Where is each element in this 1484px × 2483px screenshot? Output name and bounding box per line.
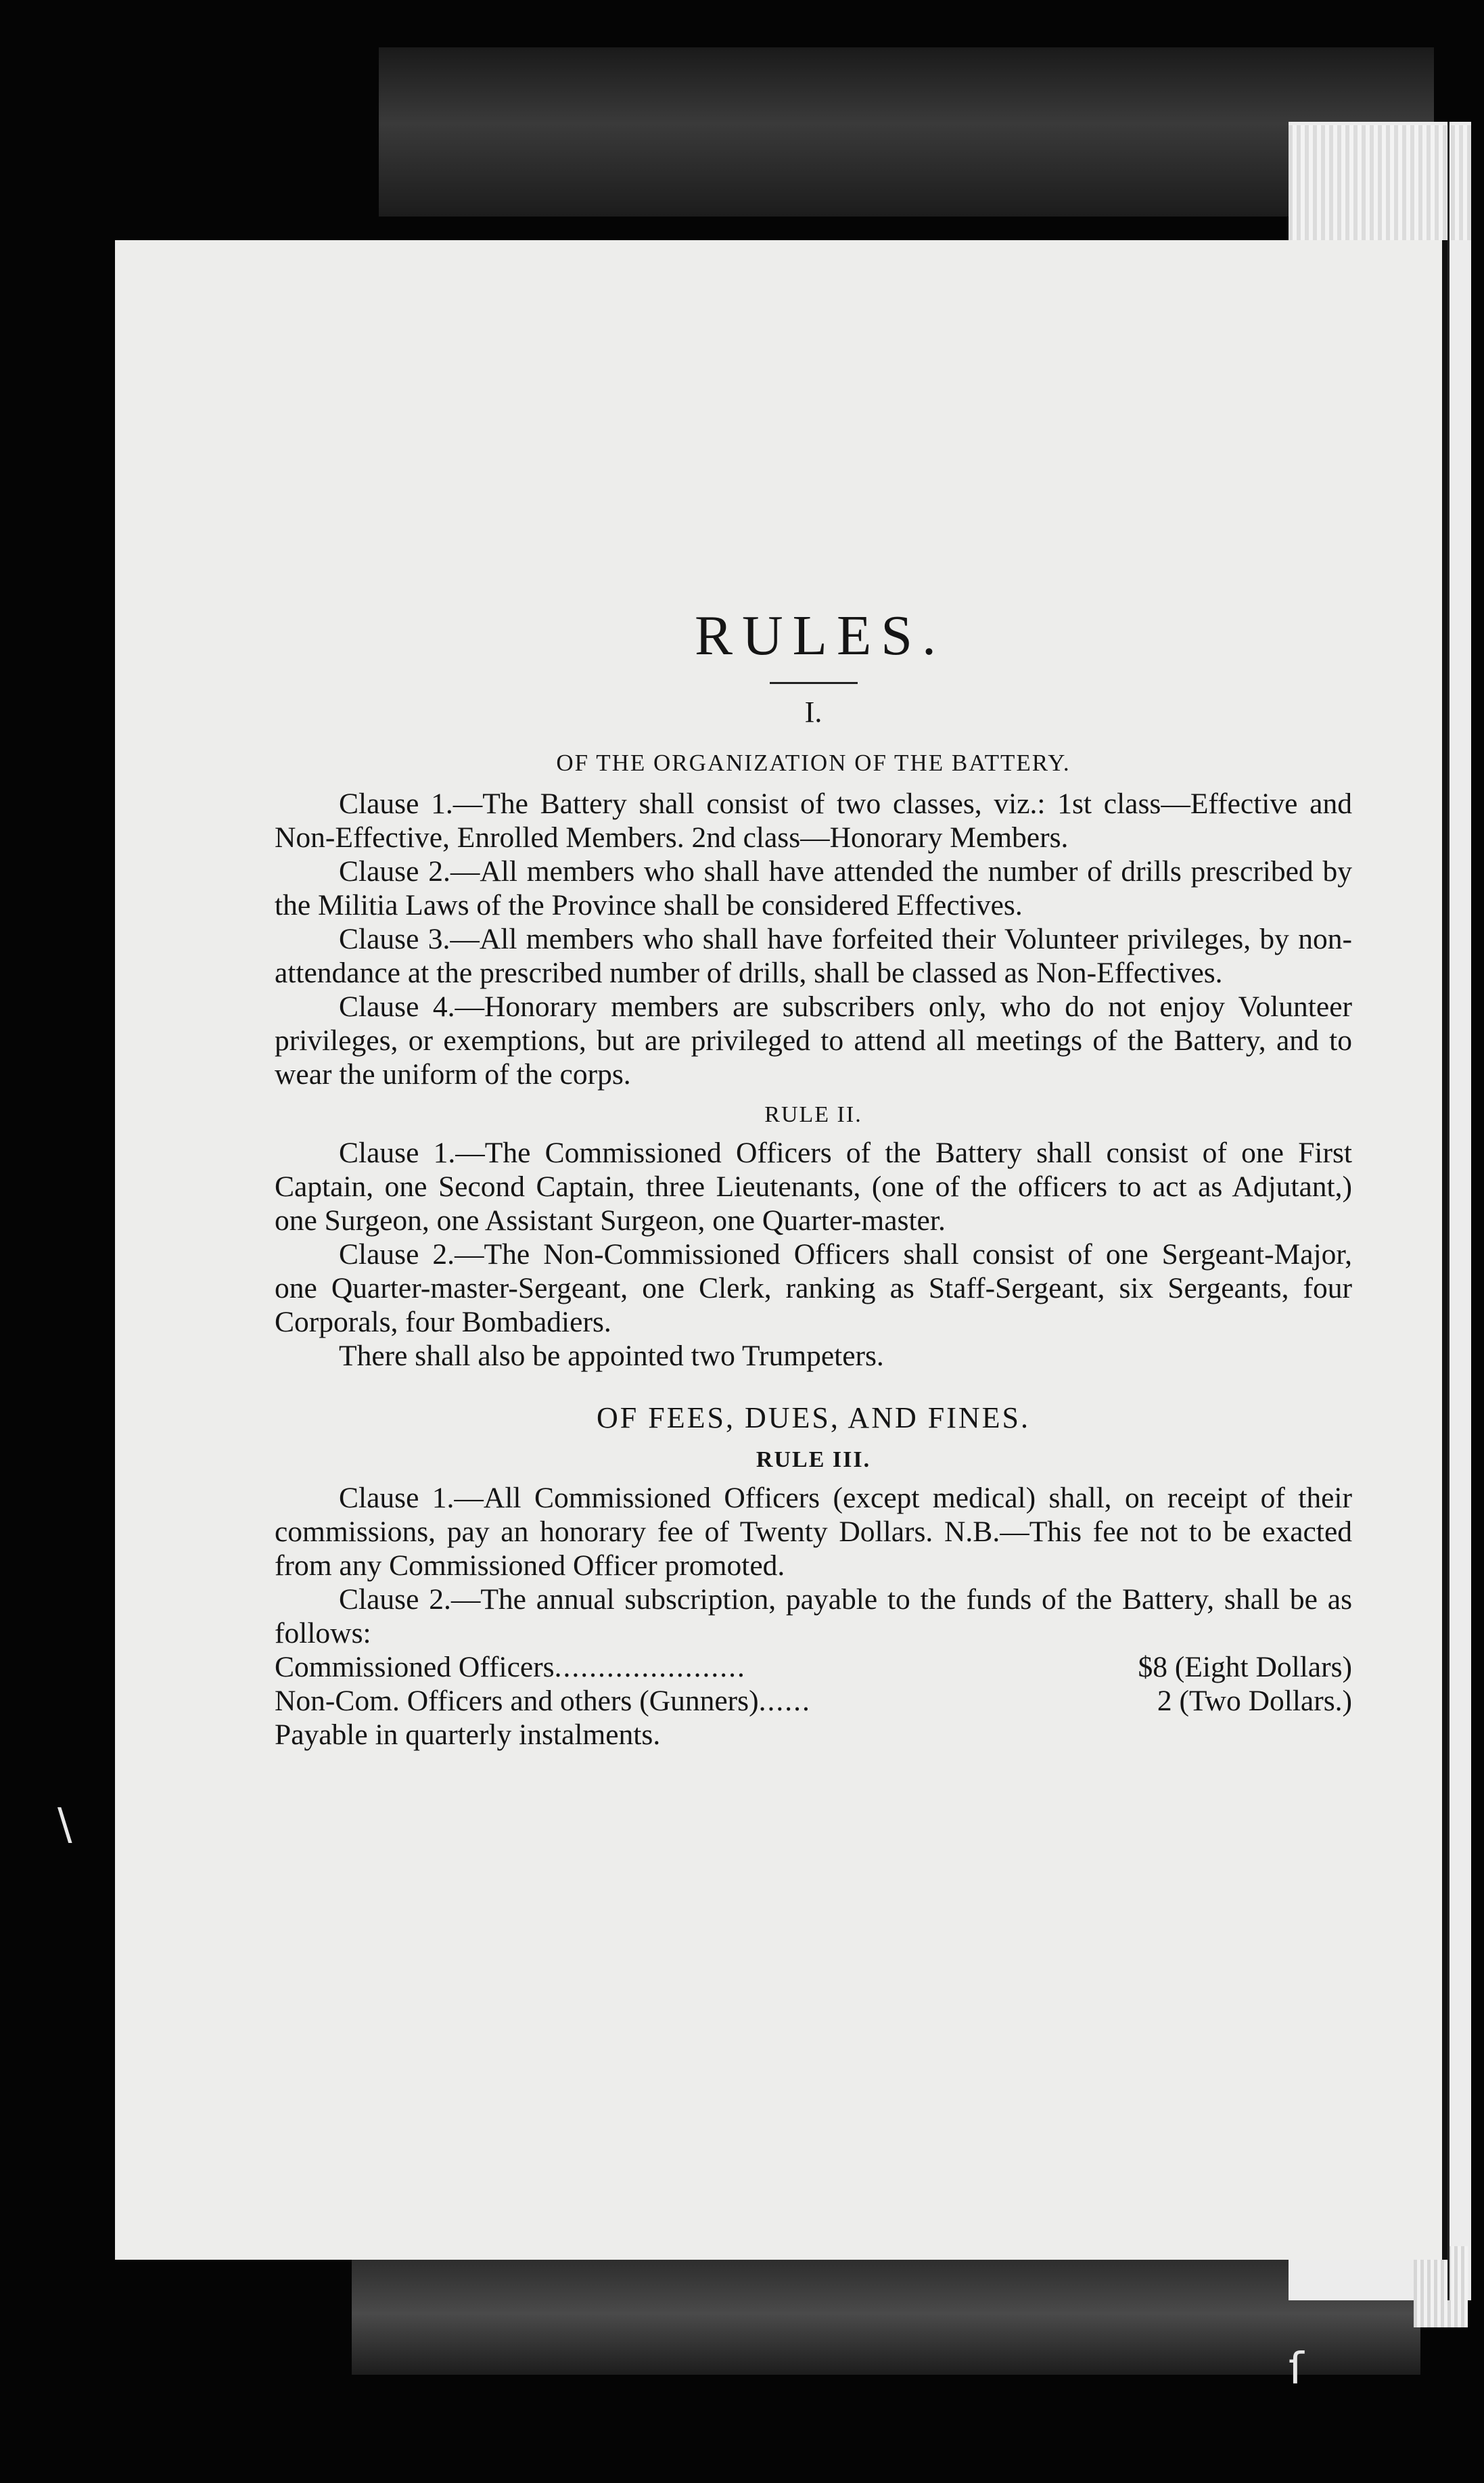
scan-speck-mark: ſ xyxy=(1289,2344,1304,2394)
binding-tape-top xyxy=(1289,125,1471,240)
clause-paragraph: Clause 3.—All members who shall have forfeited their Volunteer privileges, by non-attendance at the prescribed number of drills, shall be classed as Non-Effectives. xyxy=(275,923,1352,989)
fee-label: Non-Com. Officers and others (Gunners) xyxy=(275,1685,759,1717)
section-heading-fees: OF FEES, DUES, AND FINES. xyxy=(597,1401,1030,1434)
clause-paragraph: Clause 4.—Honorary members are subscribers only, who do not enjoy Volunteer privileges, or exemptions, but are privileged to attend all meetings of the Battery, and to wear the uniform of the corps. xyxy=(275,990,1352,1091)
page-content xyxy=(275,602,1352,1752)
page-fold-line xyxy=(1447,122,1450,2300)
clause-paragraph: There shall also be appointed two Trumpeters. xyxy=(339,1340,884,1372)
fee-leader-dots: ...................... xyxy=(554,1651,746,1683)
fee-row xyxy=(275,1684,1352,1718)
clause-paragraph: Clause 1.—The Commissioned Officers of the Battery shall consist of one First Captain, one Second Captain, three Lieutenants, (one of the officers to act as Adjutant,) one Surgeon, one Assistant Surgeon, one Quarter-master. xyxy=(275,1137,1352,1237)
scan-speck-mark: \ xyxy=(57,1800,72,1850)
rule-heading-3: RULE III. xyxy=(756,1447,871,1472)
fee-leader-dots: ...... xyxy=(758,1685,811,1717)
rule-heading-2: RULE II. xyxy=(764,1102,862,1127)
clause-paragraph: Clause 1.—All Commissioned Officers (except medical) shall, on receipt of their commissions, pay an honorary fee of Twenty Dollars. N.B.—This fee not to be exacted from any Commissioned Officer promoted. xyxy=(275,1482,1352,1582)
document-page xyxy=(115,240,1447,2260)
section-heading-organization: OF THE ORGANIZATION OF THE BATTERY. xyxy=(556,750,1071,776)
fee-amount: $8 (Eight Dollars) xyxy=(1138,1651,1352,1683)
page-title: RULES. xyxy=(694,604,946,667)
part-numeral: I. xyxy=(804,696,822,729)
fee-label: Commissioned Officers xyxy=(275,1651,555,1683)
fee-amount: 2 (Two Dollars.) xyxy=(1157,1685,1352,1717)
clause-paragraph: Clause 2.—All members who shall have attended the number of drills prescribed by the Militia Laws of the Province shall be considered Effectives. xyxy=(275,855,1352,921)
clause-paragraph: Clause 2.—The Non-Commissioned Officers shall consist of one Sergeant-Major, one Quarter-master-Sergeant, one Clerk, ranking as Staff-Sergeant, six Sergeants, four Corporals, four Bombadiers. xyxy=(275,1238,1352,1338)
clause-paragraph: Clause 1.—The Battery shall consist of two classes, viz.: 1st class—Effective and Non-Effective, Enrolled Members. 2nd class—Honorary Members. xyxy=(275,788,1352,854)
payment-note: Payable in quarterly instalments. xyxy=(275,1718,661,1751)
scan-border-bottom xyxy=(352,2253,1420,2375)
title-divider xyxy=(770,682,858,684)
scan-border-top xyxy=(379,47,1434,217)
clause-paragraph: Clause 2.—The annual subscription, payable to the funds of the Battery, shall be as follows: xyxy=(275,1583,1352,1649)
fee-row xyxy=(275,1650,1352,1684)
